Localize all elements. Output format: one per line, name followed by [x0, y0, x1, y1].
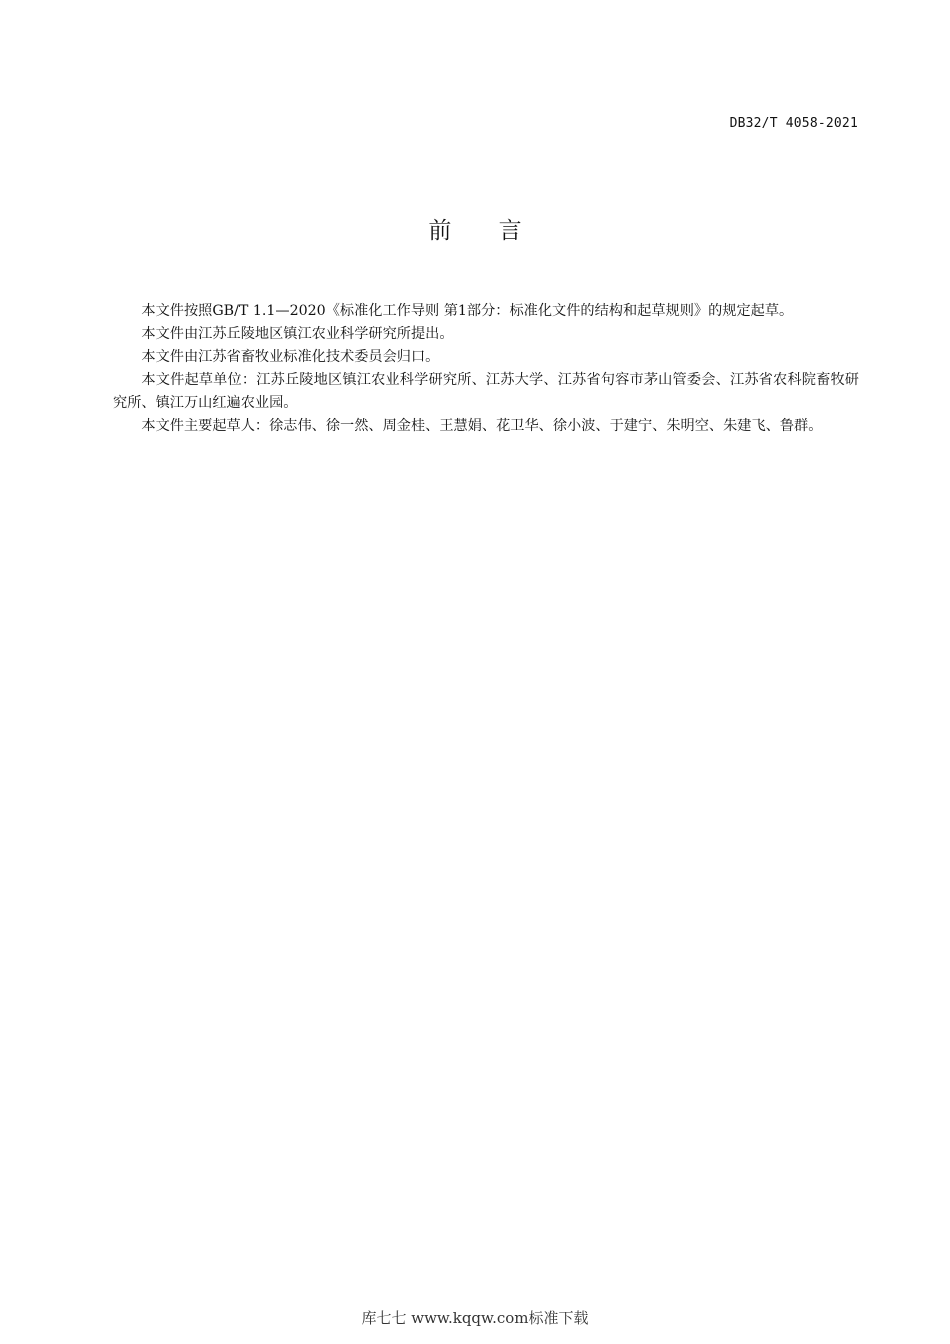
paragraph-proposer: 本文件由江苏丘陵地区镇江农业科学研究所提出。: [141, 326, 454, 342]
paragraph-centralized-unit: 本文件由江苏省畜牧业标准化技术委员会归口。: [141, 349, 440, 365]
paragraph-drafting-units: 本文件起草单位：江苏丘陵地区镇江农业科学研究所、江苏大学、江苏省句容市茅山管委会、江苏省农科院畜牧研究所、镇江万山红遍农业园。: [113, 372, 859, 411]
paragraph-drafters: 本文件主要起草人：徐志伟、徐一然、周金桂、王慧娟、花卫华、徐小波、于建宁、朱明空、朱建飞、鲁群。: [141, 418, 823, 434]
paragraph-standard-basis: 本文件按照GB/T 1.1—2020《标准化工作导则 第1部分：标准化文件的结构和起草规则》的规定起草。: [141, 303, 794, 319]
preface-body: [113, 300, 859, 438]
footer-watermark: 库七七 www.kqqw.com标准下载: [361, 1309, 589, 1327]
page-title: 前 言: [428, 218, 542, 244]
document-code: DB32/T 4058-2021: [729, 116, 858, 131]
